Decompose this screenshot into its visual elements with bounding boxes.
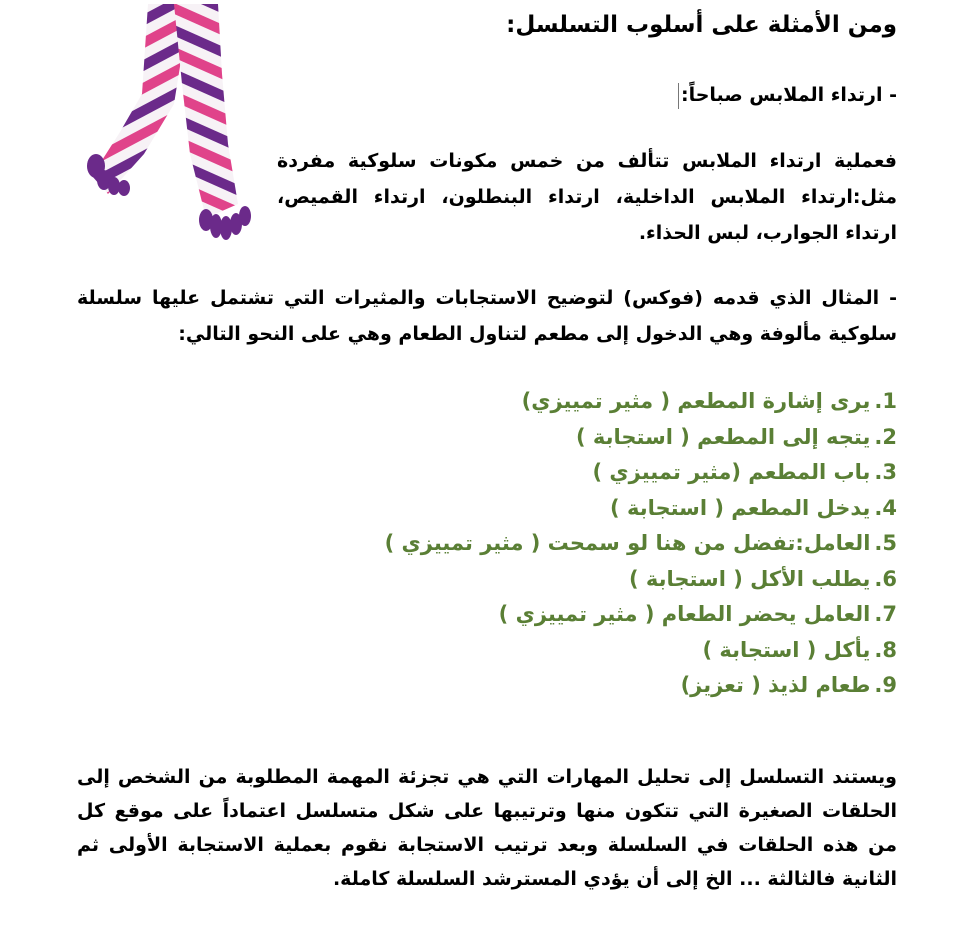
- list-item-number: 4.: [874, 495, 897, 520]
- restaurant-steps-list: [77, 384, 897, 704]
- list-item: [77, 491, 897, 527]
- list-item: [77, 384, 897, 420]
- page-heading: ومن الأمثلة على أسلوب التسلسل:: [506, 12, 897, 38]
- list-item-text: العامل:تفضل من هنا لو سمحت ( مثير تمييزي ): [384, 531, 871, 555]
- list-item: [77, 420, 897, 456]
- list-item-text: طعام لذيذ ( تعزيز): [680, 673, 871, 697]
- list-item: [77, 455, 897, 491]
- list-item-number: 6.: [874, 566, 897, 591]
- list-item-number: 8.: [874, 637, 897, 662]
- list-item-text: يدخل المطعم ( استجابة ): [610, 495, 871, 520]
- list-item: [77, 668, 897, 704]
- list-item-number: 3.: [874, 460, 897, 484]
- list-item: [77, 633, 897, 669]
- list-item-number: 1.: [874, 389, 897, 413]
- list-item-number: 5.: [874, 531, 897, 555]
- list-item-text: يطلب الأكل ( استجابة ): [628, 566, 871, 591]
- fox-example-paragraph: - المثال الذي قدمه (فوكس) لتوضيح الاستجابات والمثيرات التي تشتمل عليها سلسلة سلوكية مألوفة وهي الدخول إلى مطعم لتناول الطعام وهي على النحو التالي:: [77, 287, 897, 345]
- list-item-number: 2.: [874, 424, 897, 449]
- chaining-analysis-paragraph: ويستند التسلسل إلى تحليل المهارات التي هي تجزئة المهمة المطلوبة من الشخص إلى الحلقات الصغيرة التي تتكون منها وترتيبها على شكل متسلسل اعتماداً على موقع كل من هذه الحلقات في السلسلة وبعد ترتيب الاستجابة نقوم بعملية الاستجابة الأولى ثم الثانية فالثالثة ... الخ إلى أن يؤدي المسترشد السلسلة كاملة.: [77, 766, 897, 890]
- list-item: [77, 562, 897, 598]
- list-item-number: 9.: [874, 673, 897, 697]
- list-item-text: يتجه إلى المطعم ( استجابة ): [575, 424, 871, 449]
- list-item-text: العامل يحضر الطعام ( مثير تمييزي ): [498, 602, 871, 626]
- dressing-subheading-text: - ارتداء الملابس صباحاً:: [681, 84, 897, 106]
- list-item-number: 7.: [874, 602, 897, 626]
- list-item-text: يرى إشارة المطعم ( مثير تمييزي): [521, 389, 871, 413]
- list-item-text: باب المطعم (مثير تمييزي ): [592, 460, 871, 484]
- list-item: [77, 526, 897, 562]
- striped-toe-socks-illustration: [78, 4, 260, 250]
- list-item: [77, 597, 897, 633]
- dressing-subheading: [337, 80, 897, 110]
- text-cursor: [678, 83, 679, 109]
- dressing-paragraph: فعملية ارتداء الملابس تتألف من خمس مكونات سلوكية مفردة مثل:ارتداء الملابس الداخلية، ارتداء البنطلون، ارتداء القميص، ارتداء الجوارب، لبس الحذاء.: [277, 150, 897, 244]
- list-item-text: يأكل ( استجابة ): [702, 637, 871, 662]
